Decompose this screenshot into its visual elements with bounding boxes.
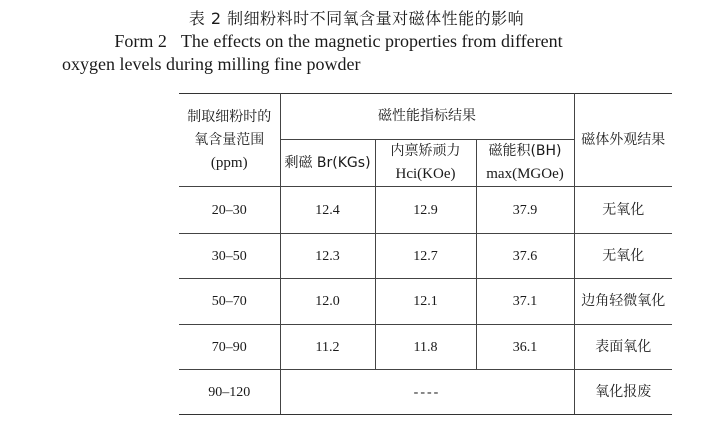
header-remanence: 剩磁 Br(KGs) <box>280 140 375 187</box>
header-oxygen-range: 制取细粉时的 氧含量范围 (ppm) <box>179 94 280 187</box>
table-row <box>179 325 672 370</box>
cell-hci: 12.7 <box>375 234 476 279</box>
magnetic-properties-table <box>179 93 672 415</box>
cell-hci: 12.1 <box>375 279 476 325</box>
cell-hci: 12.9 <box>375 187 476 234</box>
table-row <box>179 370 672 415</box>
table-caption-chinese: 表 2 制细粉料时不同氧含量对磁体性能的影响 <box>188 9 525 28</box>
cell-appearance: 表面氧化 <box>574 325 672 370</box>
table-caption-english-line1 <box>0 31 695 52</box>
cell-range: 50–70 <box>179 279 280 325</box>
cell-br: 12.4 <box>280 187 375 234</box>
cell-appearance: 无氧化 <box>574 234 672 279</box>
cell-bh: 37.6 <box>476 234 574 279</box>
header-magnetic-results: 磁性能指标结果 <box>280 94 574 140</box>
cell-range: 20–30 <box>179 187 280 234</box>
cell-merged-no-data: ---- <box>280 370 574 415</box>
cell-hci: 11.8 <box>375 325 476 370</box>
cell-appearance: 边角轻微氧化 <box>574 279 672 325</box>
cell-bh: 37.9 <box>476 187 574 234</box>
cell-br: 12.3 <box>280 234 375 279</box>
form-label: Form 2 <box>114 31 167 51</box>
header-appearance: 磁体外观结果 <box>574 94 672 187</box>
header-energy-product: 磁能积(BH) max(MGOe) <box>476 140 574 187</box>
table-row <box>179 187 672 234</box>
cell-bh: 36.1 <box>476 325 574 370</box>
cell-br: 12.0 <box>280 279 375 325</box>
cell-bh: 37.1 <box>476 279 574 325</box>
cell-appearance: 氧化报废 <box>574 370 672 415</box>
cell-range: 30–50 <box>179 234 280 279</box>
header-coercivity: 内禀矫顽力 Hci(KOe) <box>375 140 476 187</box>
caption-english-text: The effects on the magnetic properties from different <box>180 31 563 51</box>
table-row <box>179 234 672 279</box>
cell-br: 11.2 <box>280 325 375 370</box>
cell-range: 90–120 <box>179 370 280 415</box>
cell-range: 70–90 <box>179 325 280 370</box>
table-row <box>179 279 672 325</box>
cell-appearance: 无氧化 <box>574 187 672 234</box>
table-caption-english-line2: oxygen levels during milling fine powder <box>62 54 361 74</box>
